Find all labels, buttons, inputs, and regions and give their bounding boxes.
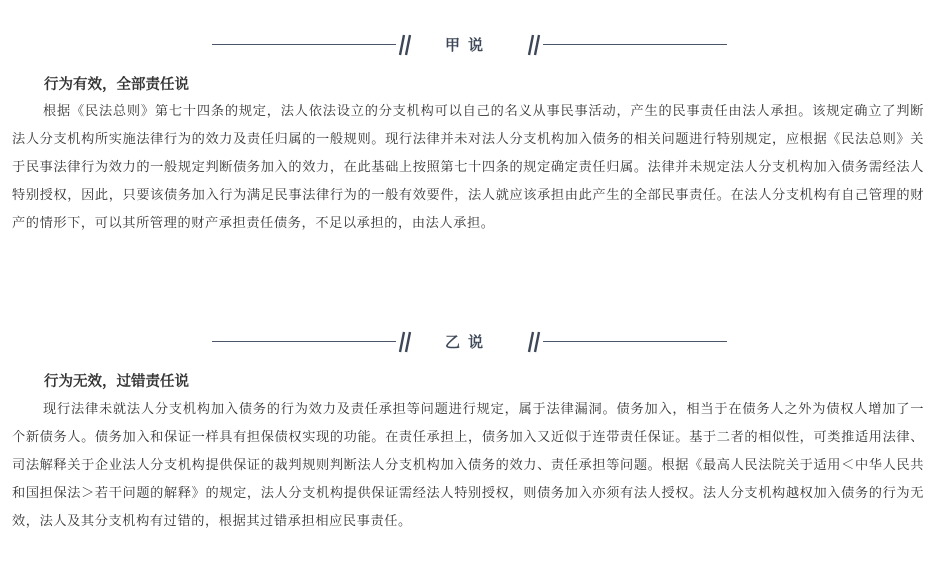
double-slash-icon (527, 33, 541, 57)
section-label: 甲说 (444, 36, 491, 54)
section-body: 根据《民法总则》第七十四条的规定，法人依法设立的分支机构可以自己的名义从事民事活动，产生的民事责任由法人承担。该规定确立了判断法人分支机构所实施法律行为的效力及责任归属的一般规则。现行法律并未对法人分支机构加入债务的相关问题进行特别规定，应根据《民法总则》关于民事法律行为效力的一般规定判断债务加入的效力，在此基础上按照第七十四条的规定确定责任归属。法律并未规定法人分支机构加入债务需经法人特别授权，因此，只要该债务加入行为满足民事法律行为的一般有效要件，法人就应该承担由此产生的全部民事责任。在法人分支机构有自己管理的财产的情形下，可以其所管理的财产承担责任债务，不足以承担的，由法人承担。 (12, 104, 924, 231)
double-slash-icon (527, 330, 541, 354)
double-slash-icon (398, 33, 412, 57)
section-heading: 行为有效，全部责任说 (44, 77, 189, 93)
section-heading: 行为无效，过错责任说 (44, 374, 189, 390)
divider-line-left (212, 44, 396, 45)
divider-line-right (543, 341, 727, 342)
section-body: 现行法律未就法人分支机构加入债务的行为效力及责任承担等问题进行规定，属于法律漏洞。债务加入，相当于在债务人之外为债权人增加了一个新债务人。债务加入和保证一样具有担保债权实现的功能。在责任承担上，债务加入又近似于连带责任保证。基于二者的相似性，可类推适用法律、司法解释关于企业法人分支机构提供保证的裁判规则判断法人分支机构加入债务的效力、责任承担等问题。根据《最高人民法院关于适用＜中华人民共和国担保法＞若干问题的解释》的规定，法人分支机构提供保证需经法人特别授权，则债务加入亦须有法人授权。法人分支机构越权加入债务的行为无效，法人及其分支机构有过错的，根据其过错承担相应民事责任。 (12, 402, 924, 529)
divider-line-left (212, 341, 396, 342)
section-divider-yi (0, 330, 936, 354)
section-divider-jia (0, 33, 936, 57)
divider-line-right (543, 44, 727, 45)
double-slash-icon (398, 330, 412, 354)
section-label: 乙说 (444, 333, 491, 351)
